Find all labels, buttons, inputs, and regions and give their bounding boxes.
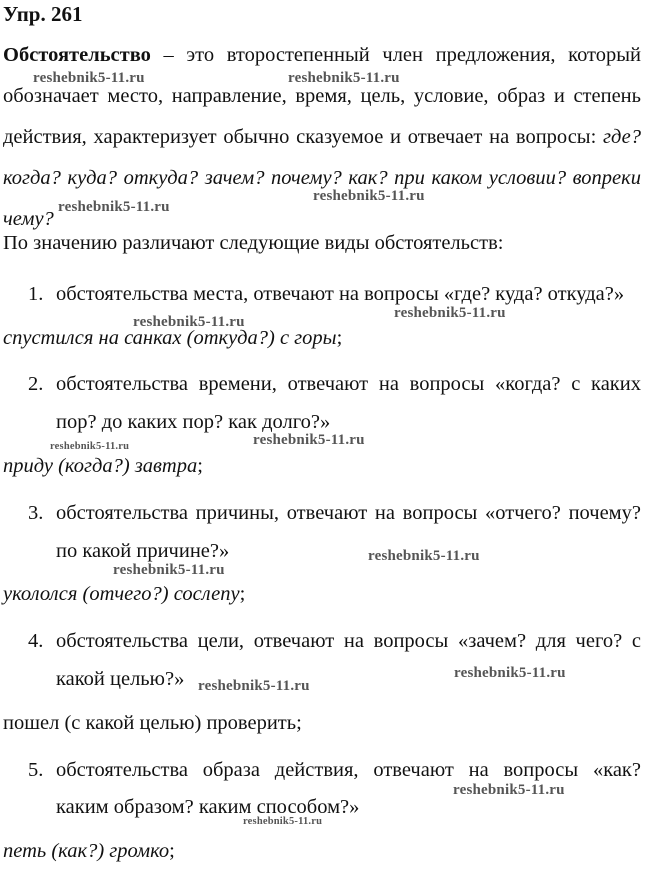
watermark: reshebnik5-11.ru (133, 314, 245, 330)
example-3 (3, 583, 245, 606)
watermark: reshebnik5-11.ru (243, 816, 323, 827)
example-text: спустился на санках (откуда?) с горы (3, 327, 337, 349)
example-end: ; (239, 583, 246, 605)
item-number: 3. (28, 502, 44, 524)
list-item-5-cont: каким образом? каким способом?» (56, 796, 360, 818)
watermark: reshebnik5-11.ru (313, 188, 425, 204)
item-number: 4. (28, 630, 44, 652)
example-text: приду (когда?) завтра (3, 455, 198, 477)
exercise-heading: Упр. 261 (3, 2, 83, 26)
example-text: укололся (отчего?) сослепу (3, 583, 240, 605)
item-number: 1. (28, 283, 44, 305)
item-text: обстоятельства места, отвечают на вопросы «где? куда? откуда?» (56, 283, 625, 305)
definition-text: – это второстепенный член предложения, который обозначает место, направление, время, цель, условие, образ и степень действия, характеризует обычно сказуемое и отвечает на вопросы: (3, 44, 641, 148)
watermark: reshebnik5-11.ru (58, 199, 170, 215)
example-text: пошел (с какой целью) проверить; (3, 712, 302, 734)
list-item-4-cont: какой целью?» (56, 668, 185, 690)
watermark: reshebnik5-11.ru (453, 782, 565, 798)
example-4 (3, 712, 302, 735)
item-number: 2. (28, 373, 44, 395)
lead-sentence: По значению различают следующие виды обстоятельств: (3, 232, 504, 254)
example-5 (3, 840, 175, 863)
list-item-1 (28, 283, 624, 306)
example-text: петь (как?) громко (3, 840, 170, 862)
watermark: reshebnik5-11.ru (33, 70, 145, 86)
watermark: reshebnik5-11.ru (198, 678, 310, 694)
item-text: обстоятельства образа действия, отвечают на вопросы «как? (56, 759, 641, 781)
example-end: ; (197, 455, 203, 477)
watermark: reshebnik5-11.ru (253, 432, 365, 448)
list-item-4 (28, 630, 641, 653)
defined-term: Обстоятельство (3, 44, 151, 66)
list-item-2-cont: пор? до каких пор? как долго?» (56, 411, 331, 433)
watermark: reshebnik5-11.ru (394, 305, 506, 321)
list-item-3 (28, 502, 641, 525)
watermark: reshebnik5-11.ru (113, 562, 225, 578)
watermark: reshebnik5-11.ru (454, 665, 566, 681)
watermark: reshebnik5-11.ru (368, 548, 480, 564)
list-item-5 (28, 759, 641, 782)
example-end: ; (336, 327, 343, 349)
definition-questions: где? когда? куда? откуда? зачем? почему? как? при каком условии? вопреки чему? (3, 126, 641, 230)
item-text: обстоятельства причины, отвечают на вопросы «отчего? почему? (56, 502, 641, 524)
watermark: reshebnik5-11.ru (288, 70, 400, 86)
item-text: обстоятельства цели, отвечают на вопросы «зачем? для чего? с (56, 630, 641, 652)
item-text: обстоятельства времени, отвечают на вопросы «когда? с каких (56, 373, 641, 395)
example-2 (3, 455, 203, 478)
list-item-2 (28, 373, 641, 396)
item-number: 5. (28, 759, 44, 781)
watermark: reshebnik5-11.ru (50, 441, 130, 452)
list-item-3-cont: по какой причине?» (56, 540, 230, 562)
example-end: ; (169, 840, 175, 862)
